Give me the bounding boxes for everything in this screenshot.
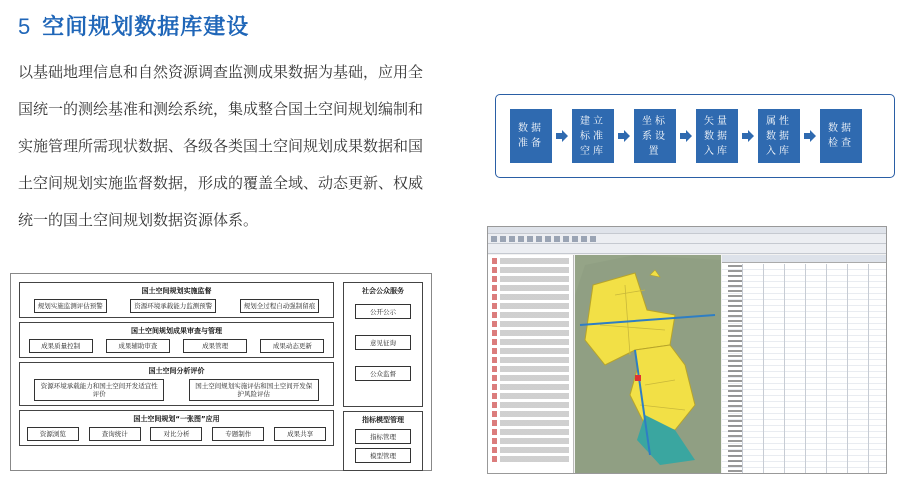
architecture-diagram — [10, 273, 432, 471]
window-titlebar — [488, 227, 886, 234]
gis-screenshot — [487, 226, 887, 474]
paragraph-line: 国统一的测绘基准和测绘系统，集成整合国土空间规划编制和 — [18, 100, 424, 118]
function-cell: 专题制作 — [212, 427, 264, 441]
side-cell: 意见征询 — [355, 335, 411, 350]
workflow-diagram — [495, 94, 895, 178]
arrow-right-icon — [552, 109, 572, 163]
workflow-step: 属性数据入库 — [758, 109, 800, 163]
paragraph-line: 统一的国土空间规划数据资源体系。 — [18, 211, 259, 229]
layer-supervision — [19, 282, 334, 318]
function-cell: 成果辅助审查 — [106, 339, 170, 353]
layer-title: 国土空间分析评价 — [148, 367, 205, 375]
layer-review — [19, 322, 334, 358]
arrow-right-icon — [738, 109, 758, 163]
gis-toolbar — [488, 234, 886, 244]
arrow-right-icon — [800, 109, 820, 163]
side-cell: 公开公示 — [355, 304, 411, 319]
side-cell: 指标管理 — [355, 429, 411, 444]
layer-title: 国土空间规划成果审查与管理 — [131, 327, 222, 335]
side-panels — [343, 282, 423, 475]
function-cell: 成果管理 — [183, 339, 247, 353]
section-title: 空间规划数据库建设 — [42, 15, 250, 40]
function-cell: 资源环境承载能力和国土空间开发适宜性评价 — [34, 379, 164, 401]
side-cell: 模型管理 — [355, 448, 411, 463]
function-cell: 成果质量控制 — [29, 339, 93, 353]
side-cell: 公众监督 — [355, 366, 411, 381]
public-service-box — [343, 282, 423, 407]
paragraph-line: 实施管理所需现状数据、各级各类国土空间规划成果数据和国 — [18, 137, 424, 155]
function-cell: 国土空间规划实施评估和国土空间开发保护风险评估 — [189, 379, 319, 401]
layer-onemap — [19, 410, 334, 446]
paragraph-line: 以基础地理信息和自然资源调查监测成果数据为基础，应用全 — [18, 63, 424, 81]
section-heading — [18, 10, 249, 41]
workflow-step: 建立标准空库 — [572, 109, 614, 163]
function-cell: 资源浏览 — [27, 427, 79, 441]
description-paragraph — [18, 54, 478, 239]
map-view — [575, 255, 721, 473]
indicator-model-box — [343, 411, 423, 471]
layer-title: 国土空间规划实施监督 — [141, 287, 212, 295]
side-title: 指标模型管理 — [362, 416, 404, 424]
attribute-table — [722, 255, 886, 473]
arrow-right-icon — [676, 109, 696, 163]
layer-tree — [488, 255, 574, 473]
function-cell: 成果共享 — [274, 427, 326, 441]
function-layers — [19, 282, 334, 450]
function-cell: 规划全过程自动强制留痕 — [240, 299, 320, 313]
section-number: 5 — [18, 14, 31, 39]
gis-toolbar-secondary — [488, 244, 886, 254]
layer-analysis — [19, 362, 334, 406]
function-cell: 规划实施监测评估预警 — [34, 299, 107, 313]
function-cell: 资源环境承载能力监测预警 — [130, 299, 216, 313]
workflow-step: 矢量数据入库 — [696, 109, 738, 163]
arrow-right-icon — [614, 109, 634, 163]
layer-title: 国土空间规划“一张图”应用 — [133, 415, 220, 423]
function-cell: 对比分析 — [150, 427, 202, 441]
function-cell: 成果动态更新 — [260, 339, 324, 353]
side-title: 社会公众服务 — [362, 287, 404, 295]
attribute-table-header — [722, 255, 886, 263]
paragraph-line: 土空间规划实施监督数据，形成的覆盖全域、动态更新、权威 — [18, 174, 424, 192]
workflow-step: 坐标系设置 — [634, 109, 676, 163]
function-cell: 查询统计 — [89, 427, 141, 441]
workflow-step: 数据检查 — [820, 109, 862, 163]
workflow-step: 数据准备 — [510, 109, 552, 163]
